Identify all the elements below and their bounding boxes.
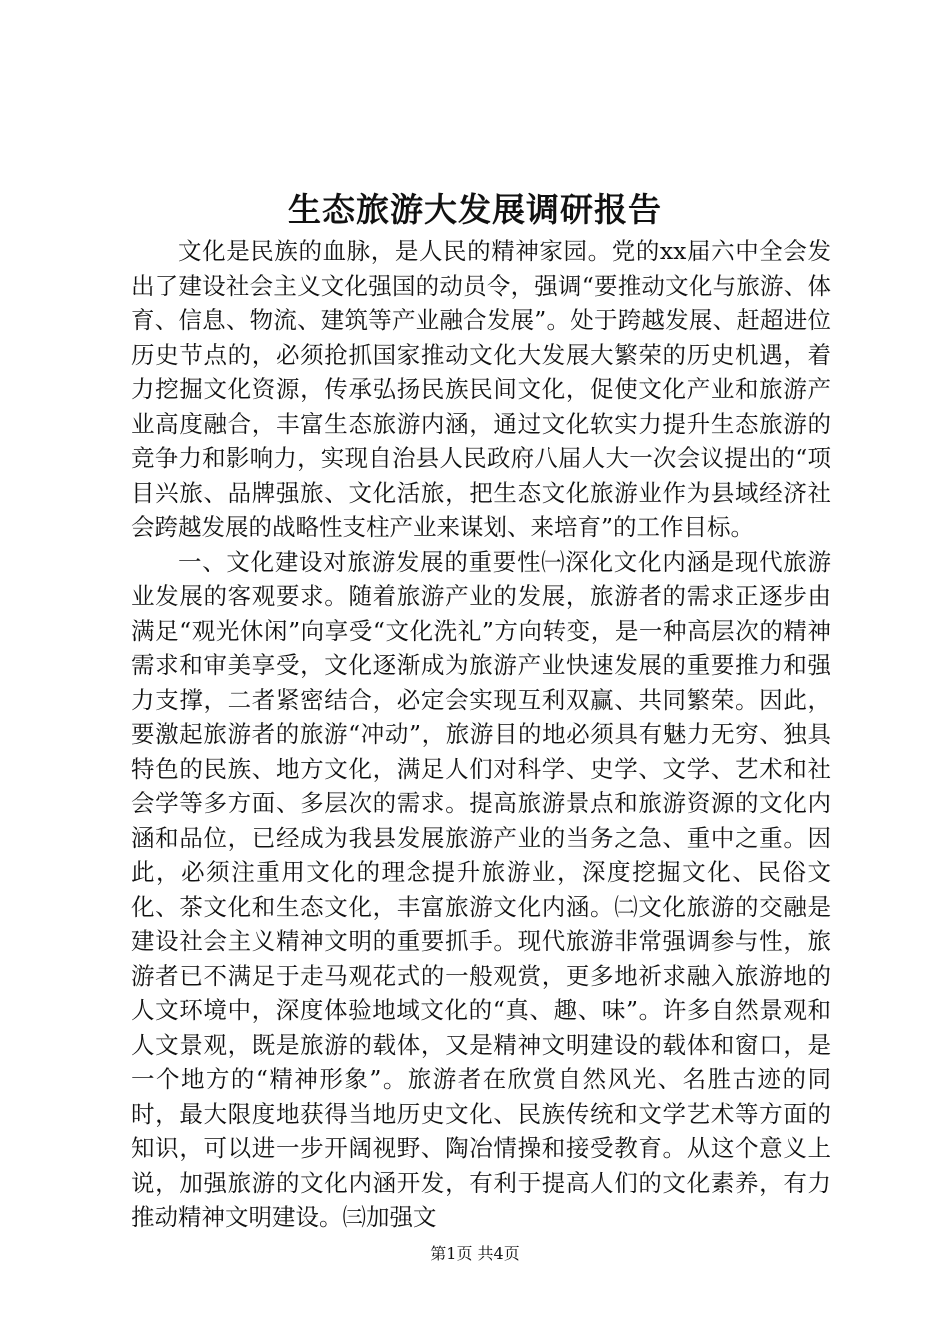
paragraph-intro: 文化是民族的血脉，是人民的精神家园。党的xx届六中全会发出了建设社会主义文化强国的动员令，强调“要推动文化与旅游、体育、信息、物流、建筑等产业融合发展”。处于跨越发展、赶超进位历史节点的，必须抢抓国家推动文化大发展大繁荣的历史机遇，着力挖掘文化资源，传承弘扬民族民间文化，促使文化产业和旅游产业高度融合，丰富生态旅游内涵，通过文化软实力提升生态旅游的竞争力和影响力，实现自治县人民政府八届人大一次会议提出的“项目兴旅、品牌强旅、文化活旅，把生态文化旅游业作为县域经济社会跨越发展的战略性支柱产业来谋划、来培育”的工作目标。 — [131, 237, 831, 541]
document-title: 生态旅游大发展调研报告 — [288, 190, 662, 229]
paragraph-section-one: 一、文化建设对旅游发展的重要性㈠深化文化内涵是现代旅游业发展的客观要求。随着旅游产业的发展，旅游者的需求正逐步由满足“观光休闲”向享受“文化洗礼”方向转变，是一种高层次的精神需求和审美享受，文化逐渐成为旅游产业快速发展的重要推力和强力支撑，二者紧密结合，必定会实现互利双赢、共同繁荣。因此，要激起旅游者的旅游“冲动”，旅游目的地必须具有魅力无穷、独具特色的民族、地方文化，满足人们对科学、史学、文学、艺术和社会学等多方面、多层次的需求。提高旅游景点和旅游资源的文化内涵和品位，已经成为我县发展旅游产业的当务之急、重中之重。因此，必须注重用文化的理念提升旅游业，深度挖掘文化、民俗文化、茶文化和生态文化，丰富旅游文化内涵。㈡文化旅游的交融是建设社会主义精神文明的重要抓手。现代旅游非常强调参与性，旅游者已不满足于走马观花式的一般观赏，更多地祈求融入旅游地的人文环境中，深度体验地域文化的“真、趣、味”。许多自然景观和人文景观，既是旅游的载体，又是精神文明建设的载体和窗口，是一个地方的“精神形象”。旅游者在欣赏自然风光、名胜古迹的同时，最大限度地获得当地历史文化、民族传统和文学艺术等方面的知识，可以进一步开阔视野、陶冶情操和接受教育。从这个意义上说，加强旅游的文化内涵开发，有利于提高人们的文化素养，有力推动精神文明建设。㈢加强文 — [131, 547, 831, 1231]
document-body — [131, 234, 831, 1235]
page-footer: 第1页 共4页 — [430, 1244, 520, 1263]
